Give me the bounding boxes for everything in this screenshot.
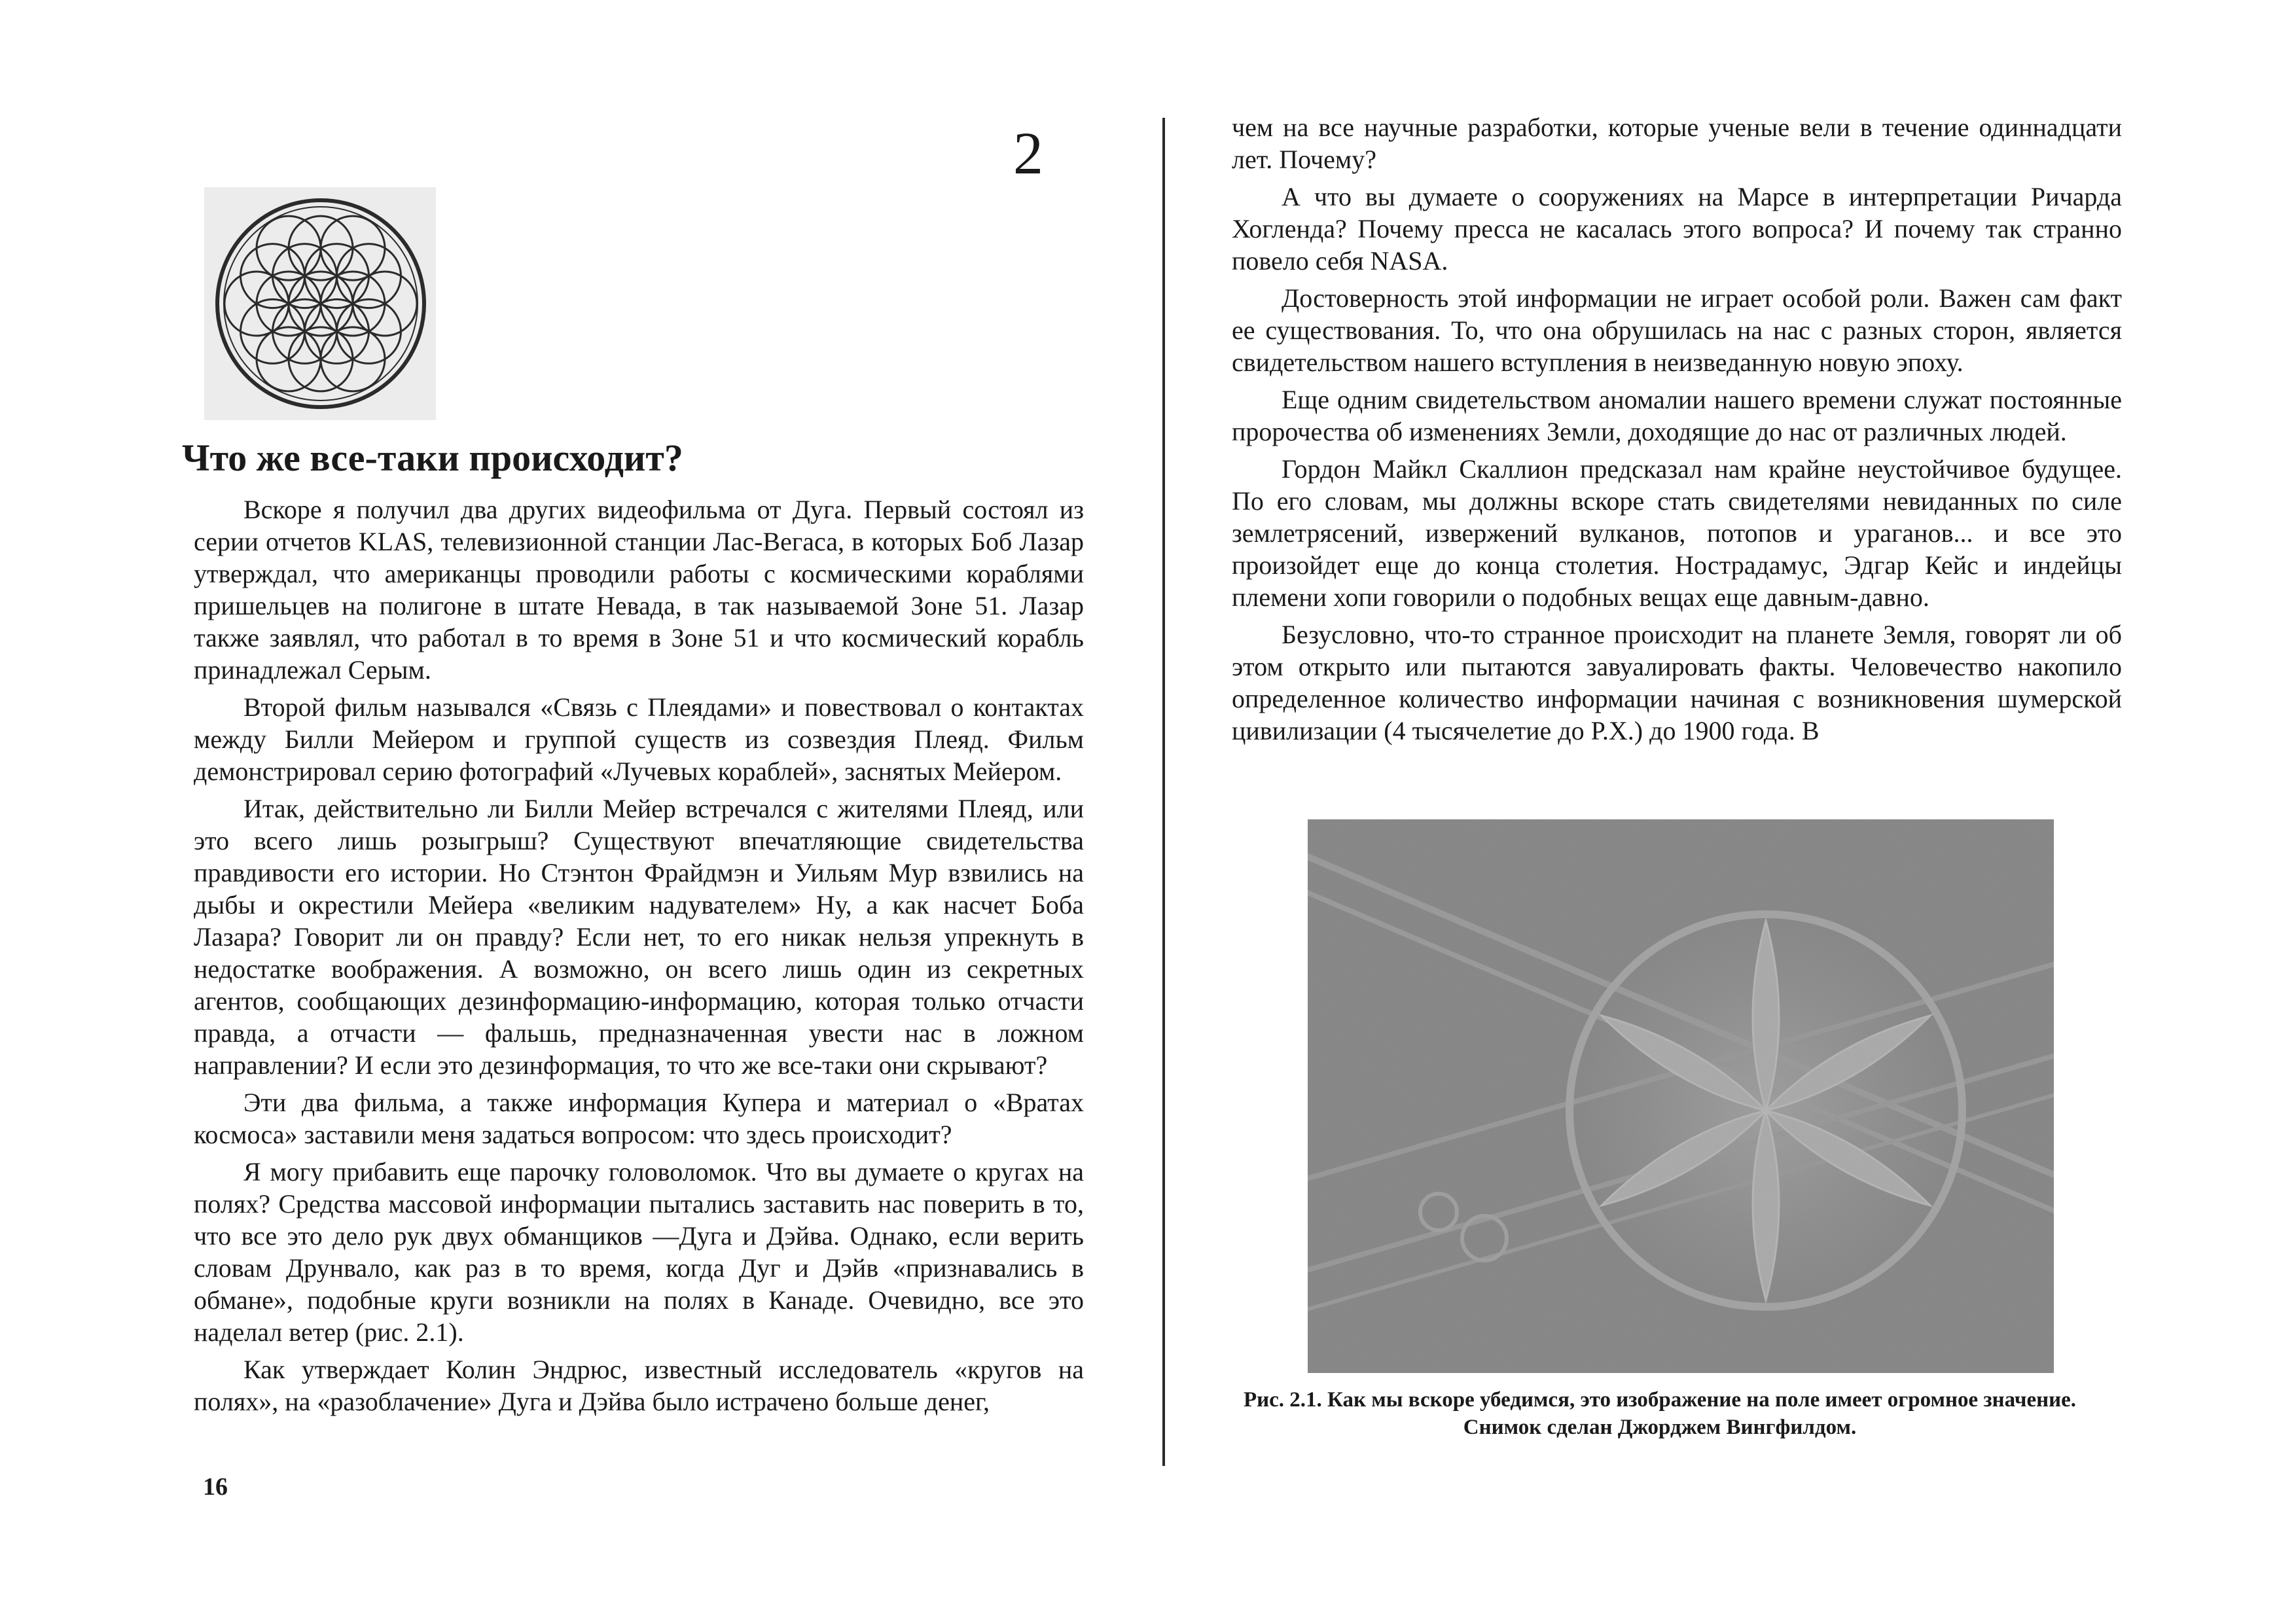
- chapter-number: 2: [1013, 120, 1043, 187]
- paragraph: Итак, действительно ли Билли Мейер встречался с жителями Плеяд, или это всего лишь розыгрыш? Существуют впечатляющие свидетельства правдивости его истории. Но Стэнтон Фрайдмэн и Уильям Мур взвились на дыбы и окрестили Мейера «великим надувателем» Ну, а как насчет Боба Лазара? Говорит ли он правду? Если нет, то его никак нельзя упрекнуть в недостатке воображения. А возможно, он всего лишь один из секретных агентов, сообщающих дезинформацию-информацию, которая только отчасти правда, а отчасти — фальшь, предназначенная увести нас в ложном направлении? И если это дезинформация, то что же все-таки они скрывают?: [194, 794, 1084, 1080]
- left-text-column: [194, 493, 1084, 1423]
- page-number: 16: [203, 1473, 228, 1501]
- paragraph: Гордон Майкл Скаллион предсказал нам крайне неустойчивое будущее. По его словам, мы должны вскоре стать свидетелями невиданных по силе землетрясений, извержений вулканов, потопов и ураганов... и все это произойдет еще до конца столетия. Нострадамус, Эдгар Кейс и индейцы племени хопи говорили о подобных вещах еще давным-давно.: [1232, 454, 2122, 612]
- crop-circle-photo: [1308, 819, 2054, 1373]
- paragraph: чем на все научные разработки, которые ученые вели в течение одиннадцати лет. Почему?: [1232, 113, 2122, 174]
- paragraph: Вскоре я получил два других видеофильма от Дуга. Первый состоял из серии отчетов KLAS, телевизионной станции Лас-Вегаса, в которых Боб Лазар утверждал, что американцы проводили работы с космическими кораблями пришельцев на полигоне в штате Невада, в так называемой Зоне 51. Лазар также заявлял, что работал в то время в Зоне 51 и что космический корабль принадлежал Серым.: [194, 495, 1084, 685]
- paragraph: Безусловно, что-то странное происходит на планете Земля, говорят ли об этом открыто или пытаются завуалировать факты. Человечество накопило определенное количество информации начиная с возникновения шумерской цивилизации (4 тысячелетие до Р.Х.) до 1900 года. В: [1232, 620, 2122, 745]
- paragraph: А что вы думаете о сооружениях на Марсе в интерпретации Ричарда Хогленда? Почему пресса не касалась этого вопроса? И почему так странно повело себя NASA.: [1232, 182, 2122, 276]
- section-heading: Что же все-таки происходит?: [182, 437, 683, 479]
- paragraph: Как утверждает Колин Эндрюс, известный исследователь «кругов на полях», на «разоблачение» Дуга и Дэйва было истрачено больше денег,: [194, 1355, 1084, 1416]
- paragraph: Я могу прибавить еще парочку головоломок. Что вы думаете о кругах на полях? Средства массовой информации пытались заставить нас поверить в то, что все это дело рук двух обманщиков —Дуга и Дэйва. Однако, если верить словам Друнвало, как раз в то время, когда Дуг и Дэйв «признавались в обмане», подобные круги возникли на полях в Канаде. Очевидно, все это наделал ветер (рис. 2.1).: [194, 1157, 1084, 1347]
- figure-caption: Рис. 2.1. Как мы вскоре убедимся, это изображение на поле имеет огромное значение. Снимок сделан Джорджем Вингфилдом.: [1243, 1388, 2077, 1439]
- right-text-column: [1232, 111, 2122, 752]
- flower-of-life-icon: [204, 187, 436, 420]
- paragraph: Еще одним свидетельством аномалии нашего времени служат постоянные пророчества об изменениях Земли, доходящие до нас от различных людей.: [1232, 385, 2122, 446]
- paragraph: Второй фильм назывался «Связь с Плеядами» и повествовал о контактах между Билли Мейером и группой существ из созвездия Плеяд. Фильм демонстрировал серию фотографий «Лучевых кораблей», заснятых Мейером.: [194, 692, 1084, 786]
- paragraph: Эти два фильма, а также информация Купера и материал о «Вратах космоса» заставили меня задаться вопросом: что здесь происходит?: [194, 1088, 1084, 1149]
- paragraph: Достоверность этой информации не играет особой роли. Важен сам факт ее существования. То, что она обрушилась на нас с разных сторон, является свидетельством нашего вступления в неизведанную новую эпоху.: [1232, 283, 2122, 377]
